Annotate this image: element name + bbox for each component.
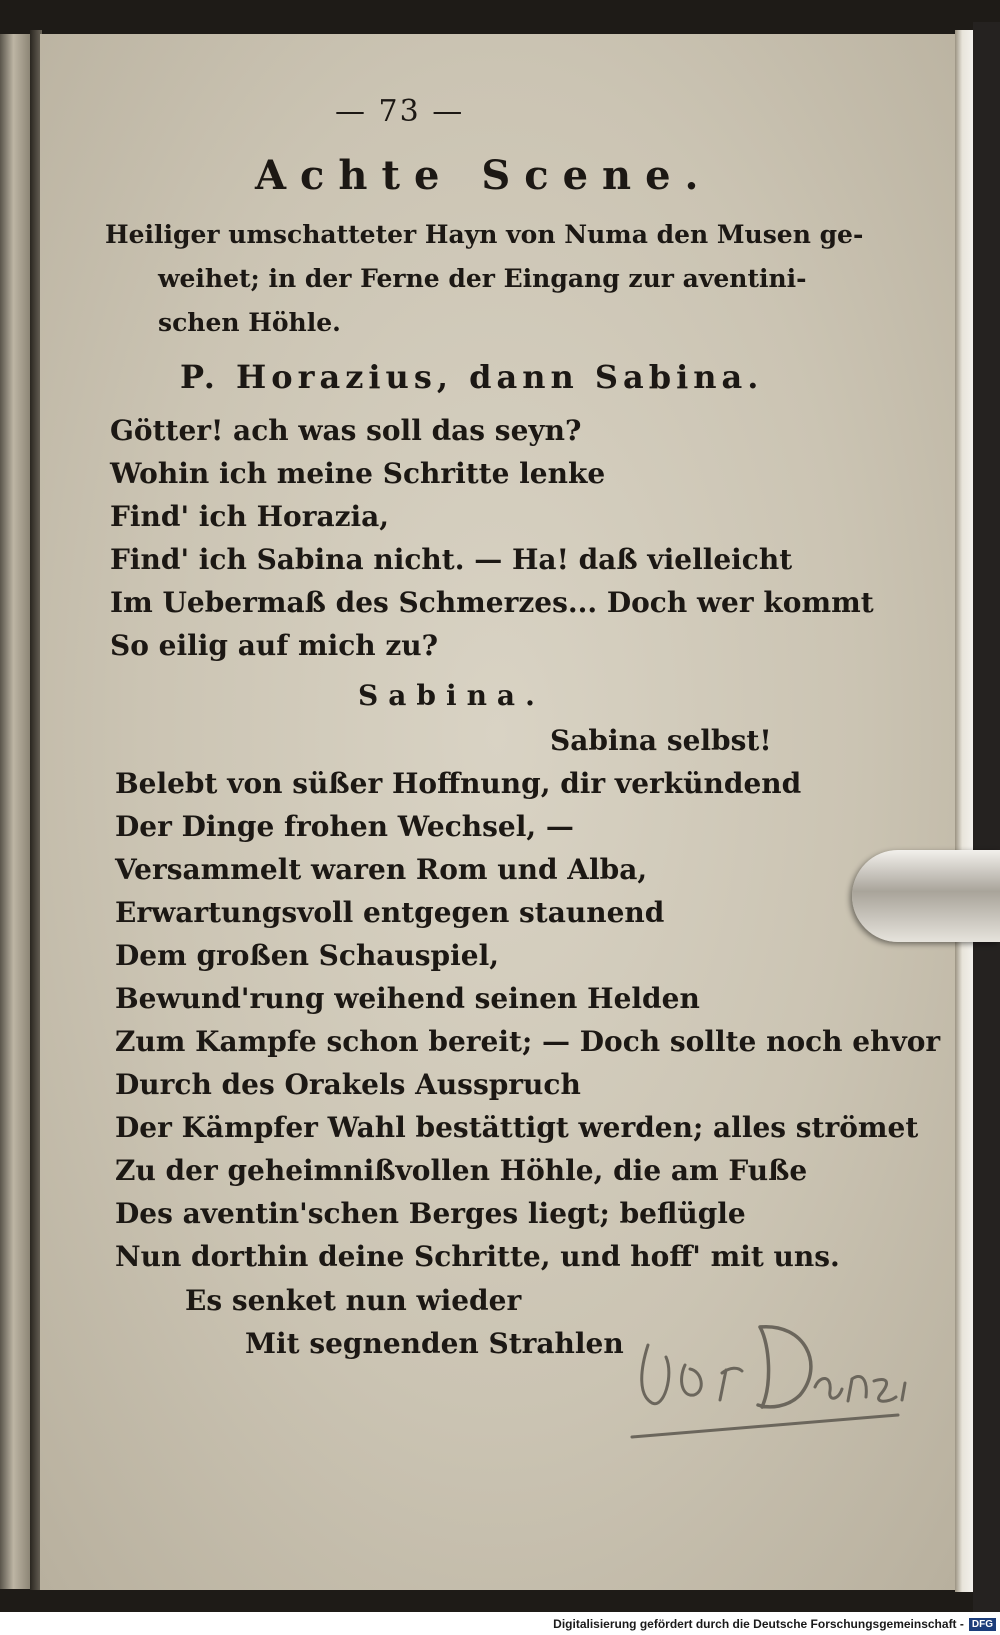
page-number: — 73 — (335, 94, 465, 129)
verse-line: Bewund'rung weihend seinen Helden (115, 982, 700, 1015)
verse-line: Der Kämpfer Wahl bestättigt werden; alles strömet (115, 1111, 919, 1144)
verse-line: Durch des Orakels Ausspruch (115, 1068, 581, 1101)
verse-line: Belebt von süßer Hoffnung, dir verkündend (115, 767, 802, 800)
verse-line: Des aventin'schen Berges liegt; beflügle (115, 1197, 746, 1230)
speaker-label: Sabina. (358, 679, 545, 712)
page-edge (955, 30, 973, 1592)
stage-direction-line: weihet; in der Ferne der Eingang zur aventini- (158, 264, 807, 293)
verse-line: Wohin ich meine Schritte lenke (110, 457, 606, 490)
dfg-logo-icon: DFG (969, 1618, 996, 1631)
footer-text: Digitalisierung gefördert durch die Deutsche Forschungsgemeinschaft - (553, 1617, 964, 1631)
verse-line: Mit segnenden Strahlen (245, 1327, 624, 1360)
verse-line: Dem großen Schauspiel, (115, 939, 499, 972)
verse-line: Sabina selbst! (550, 724, 772, 757)
verse-line: Im Uebermaß des Schmerzes... Doch wer kommt (110, 586, 874, 619)
stage-direction-line: schen Höhle. (158, 308, 341, 337)
facing-page-edge (0, 34, 30, 1589)
page-clip (852, 850, 1000, 942)
verse-line: Zu der geheimnißvollen Höhle, die am Fuße (115, 1154, 808, 1187)
verse-line: Erwartungsvoll entgegen staunend (115, 896, 665, 929)
verse-line: Versammelt waren Rom und Alba, (115, 853, 648, 886)
verse-line: Götter! ach was soll das seyn? (110, 414, 582, 447)
verse-line: Zum Kampfe schon bereit; — Doch sollte noch ehvor (115, 1025, 941, 1058)
handwritten-signature (630, 1305, 930, 1455)
character-list: P. Horazius, dann Sabina. (180, 358, 764, 396)
stage-direction-line: Heiliger umschatteter Hayn von Numa den Musen ge- (105, 220, 864, 249)
footer-credit (553, 1614, 996, 1634)
verse-line: So eilig auf mich zu? (110, 629, 439, 662)
verse-line: Der Dinge frohen Wechsel, — (115, 810, 574, 843)
verse-line: Find' ich Horazia, (110, 500, 390, 533)
verse-line: Nun dorthin deine Schritte, und hoff' mit uns. (115, 1240, 840, 1273)
verse-line: Find' ich Sabina nicht. — Ha! daß vielleicht (110, 543, 793, 576)
verse-line: Es senket nun wieder (185, 1284, 522, 1317)
scene-title: Achte Scene. (255, 152, 713, 199)
scanner-border (973, 22, 1000, 1612)
